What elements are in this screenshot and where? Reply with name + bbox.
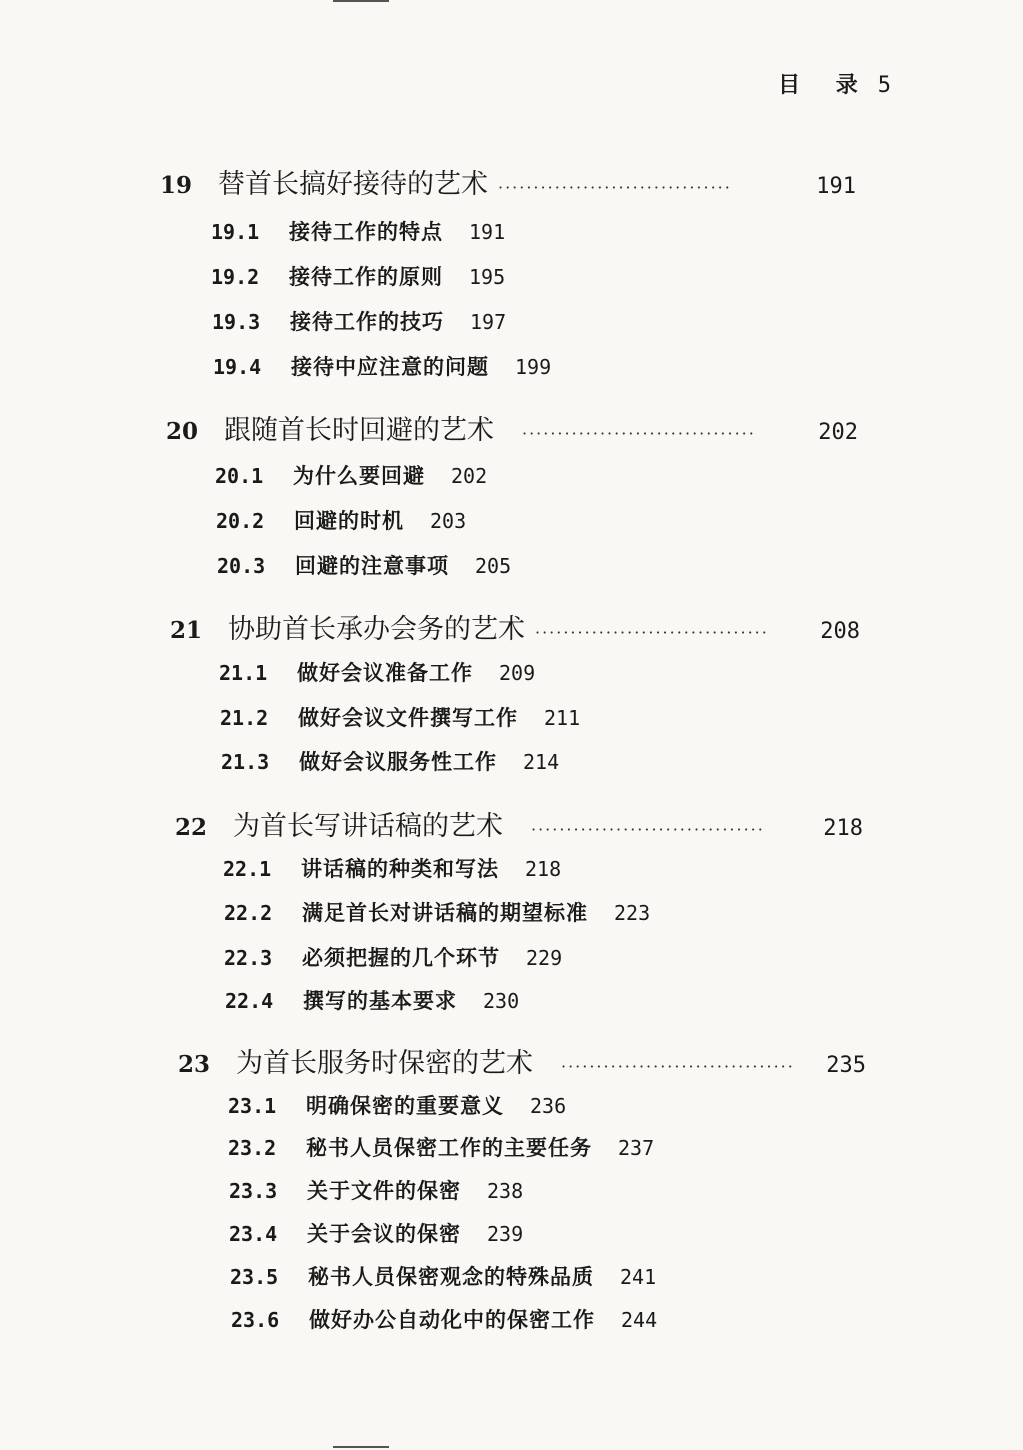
section-title: 秘书人员保密观念的特殊品质 <box>308 1264 594 1289</box>
leader-dots: ································· <box>522 424 756 443</box>
toc-section-entry[interactable] <box>224 942 562 972</box>
toc-section-entry[interactable] <box>229 1175 523 1205</box>
section-number: 20.2 <box>216 509 265 533</box>
section-page-number: 202 <box>451 464 488 488</box>
section-number: 23.1 <box>228 1094 277 1118</box>
section-page-number: 205 <box>475 554 512 578</box>
section-page-number: 195 <box>469 265 506 289</box>
section-number: 23.3 <box>229 1179 278 1203</box>
section-page-number: 223 <box>614 901 651 925</box>
toc-chapter-entry[interactable] <box>166 408 858 444</box>
scan-edge-mark <box>333 1446 389 1448</box>
toc-section-entry[interactable] <box>217 550 511 580</box>
chapter-title: 替首长搞好接待的艺术 <box>218 169 488 200</box>
chapter-title: 为首长服务时保密的艺术 <box>236 1048 533 1079</box>
toc-section-entry[interactable] <box>224 897 650 927</box>
section-title: 关于文件的保密 <box>307 1178 461 1203</box>
chapter-number: 21 <box>170 617 203 644</box>
toc-chapter-entry[interactable] <box>178 1041 866 1077</box>
section-title: 满足首长对讲话稿的期望标准 <box>302 900 588 925</box>
section-page-number: 197 <box>470 310 507 334</box>
section-title: 回避的时机 <box>294 508 404 533</box>
section-page-number: 244 <box>621 1308 658 1332</box>
section-title: 秘书人员保密工作的主要任务 <box>306 1135 592 1160</box>
running-head-title: 目 录 <box>778 72 872 98</box>
scan-edge-mark <box>333 0 389 2</box>
chapter-page-number: 208 <box>820 619 860 644</box>
section-title: 做好会议准备工作 <box>297 660 473 685</box>
section-number: 19.4 <box>213 355 262 379</box>
section-number: 22.3 <box>224 946 273 970</box>
chapter-title: 跟随首长时回避的艺术 <box>224 415 494 446</box>
chapter-page-number: 218 <box>823 816 863 841</box>
toc-section-entry[interactable] <box>221 746 559 776</box>
section-number: 21.2 <box>220 706 269 730</box>
section-page-number: 229 <box>526 946 563 970</box>
section-page-number: 236 <box>530 1094 567 1118</box>
toc-section-entry[interactable] <box>220 702 580 732</box>
section-title: 接待工作的原则 <box>289 264 443 289</box>
toc-section-entry[interactable] <box>211 216 505 246</box>
section-number: 23.5 <box>230 1265 279 1289</box>
section-title: 做好办公自动化中的保密工作 <box>309 1307 595 1332</box>
section-page-number: 199 <box>515 355 552 379</box>
section-number: 21.1 <box>219 661 268 685</box>
section-title: 关于会议的保密 <box>307 1221 461 1246</box>
leader-dots: ································· <box>561 1057 795 1076</box>
toc-section-entry[interactable] <box>212 306 506 336</box>
section-title: 接待工作的技巧 <box>290 309 444 334</box>
section-number: 19.2 <box>211 265 260 289</box>
section-title: 讲话稿的种类和写法 <box>301 856 499 881</box>
section-title: 做好会议文件撰写工作 <box>298 705 518 730</box>
toc-chapter-entry[interactable] <box>160 162 856 198</box>
section-title: 明确保密的重要意义 <box>306 1093 504 1118</box>
section-number: 21.3 <box>221 750 270 774</box>
toc-section-entry[interactable] <box>216 505 466 535</box>
section-number: 22.1 <box>223 857 272 881</box>
toc-section-entry[interactable] <box>231 1304 657 1334</box>
section-title: 撰写的基本要求 <box>303 988 457 1013</box>
toc-section-entry[interactable] <box>219 657 535 687</box>
toc-chapter-entry[interactable] <box>175 804 863 840</box>
toc-section-entry[interactable] <box>230 1261 656 1291</box>
running-head <box>778 68 891 99</box>
toc-section-entry[interactable] <box>215 460 487 490</box>
section-title: 接待中应注意的问题 <box>291 354 489 379</box>
section-page-number: 209 <box>499 661 536 685</box>
section-page-number: 214 <box>523 750 560 774</box>
section-page-number: 241 <box>620 1265 657 1289</box>
leader-dots: ································· <box>535 623 769 642</box>
section-number: 19.3 <box>212 310 261 334</box>
chapter-page-number: 235 <box>826 1053 866 1078</box>
section-number: 23.4 <box>229 1222 278 1246</box>
chapter-page-number: 191 <box>816 174 856 199</box>
toc-section-entry[interactable] <box>228 1090 566 1120</box>
leader-dots: ································· <box>531 820 765 839</box>
section-number: 22.2 <box>224 901 273 925</box>
section-page-number: 237 <box>618 1136 655 1160</box>
toc-chapter-entry[interactable] <box>170 607 860 643</box>
section-title: 做好会议服务性工作 <box>299 749 497 774</box>
section-title: 必须把握的几个环节 <box>302 945 500 970</box>
toc-section-entry[interactable] <box>229 1218 523 1248</box>
section-page-number: 230 <box>483 989 520 1013</box>
section-page-number: 203 <box>430 509 467 533</box>
chapter-number: 19 <box>160 172 193 199</box>
section-title: 接待工作的特点 <box>289 219 443 244</box>
chapter-number: 22 <box>175 814 208 841</box>
running-head-page-number: 5 <box>877 73 891 98</box>
chapter-number: 23 <box>178 1051 211 1078</box>
toc-section-entry[interactable] <box>211 261 505 291</box>
chapter-page-number: 202 <box>818 420 858 445</box>
section-number: 19.1 <box>211 220 260 244</box>
section-page-number: 238 <box>487 1179 524 1203</box>
section-number: 20.3 <box>217 554 266 578</box>
leader-dots: ································· <box>498 178 732 197</box>
section-page-number: 211 <box>544 706 581 730</box>
section-title: 为什么要回避 <box>293 463 425 488</box>
section-page-number: 218 <box>525 857 562 881</box>
section-number: 23.2 <box>228 1136 277 1160</box>
chapter-title: 为首长写讲话稿的艺术 <box>233 811 503 842</box>
section-number: 23.6 <box>231 1308 280 1332</box>
toc-section-entry[interactable] <box>223 853 561 883</box>
chapter-number: 20 <box>166 418 199 445</box>
section-title: 回避的注意事项 <box>295 553 449 578</box>
section-page-number: 239 <box>487 1222 524 1246</box>
toc-section-entry[interactable] <box>213 351 551 381</box>
toc-section-entry[interactable] <box>225 985 519 1015</box>
section-number: 22.4 <box>225 989 274 1013</box>
chapter-title: 协助首长承办会务的艺术 <box>228 614 525 645</box>
section-page-number: 191 <box>469 220 506 244</box>
toc-section-entry[interactable] <box>228 1132 654 1162</box>
section-number: 20.1 <box>215 464 264 488</box>
